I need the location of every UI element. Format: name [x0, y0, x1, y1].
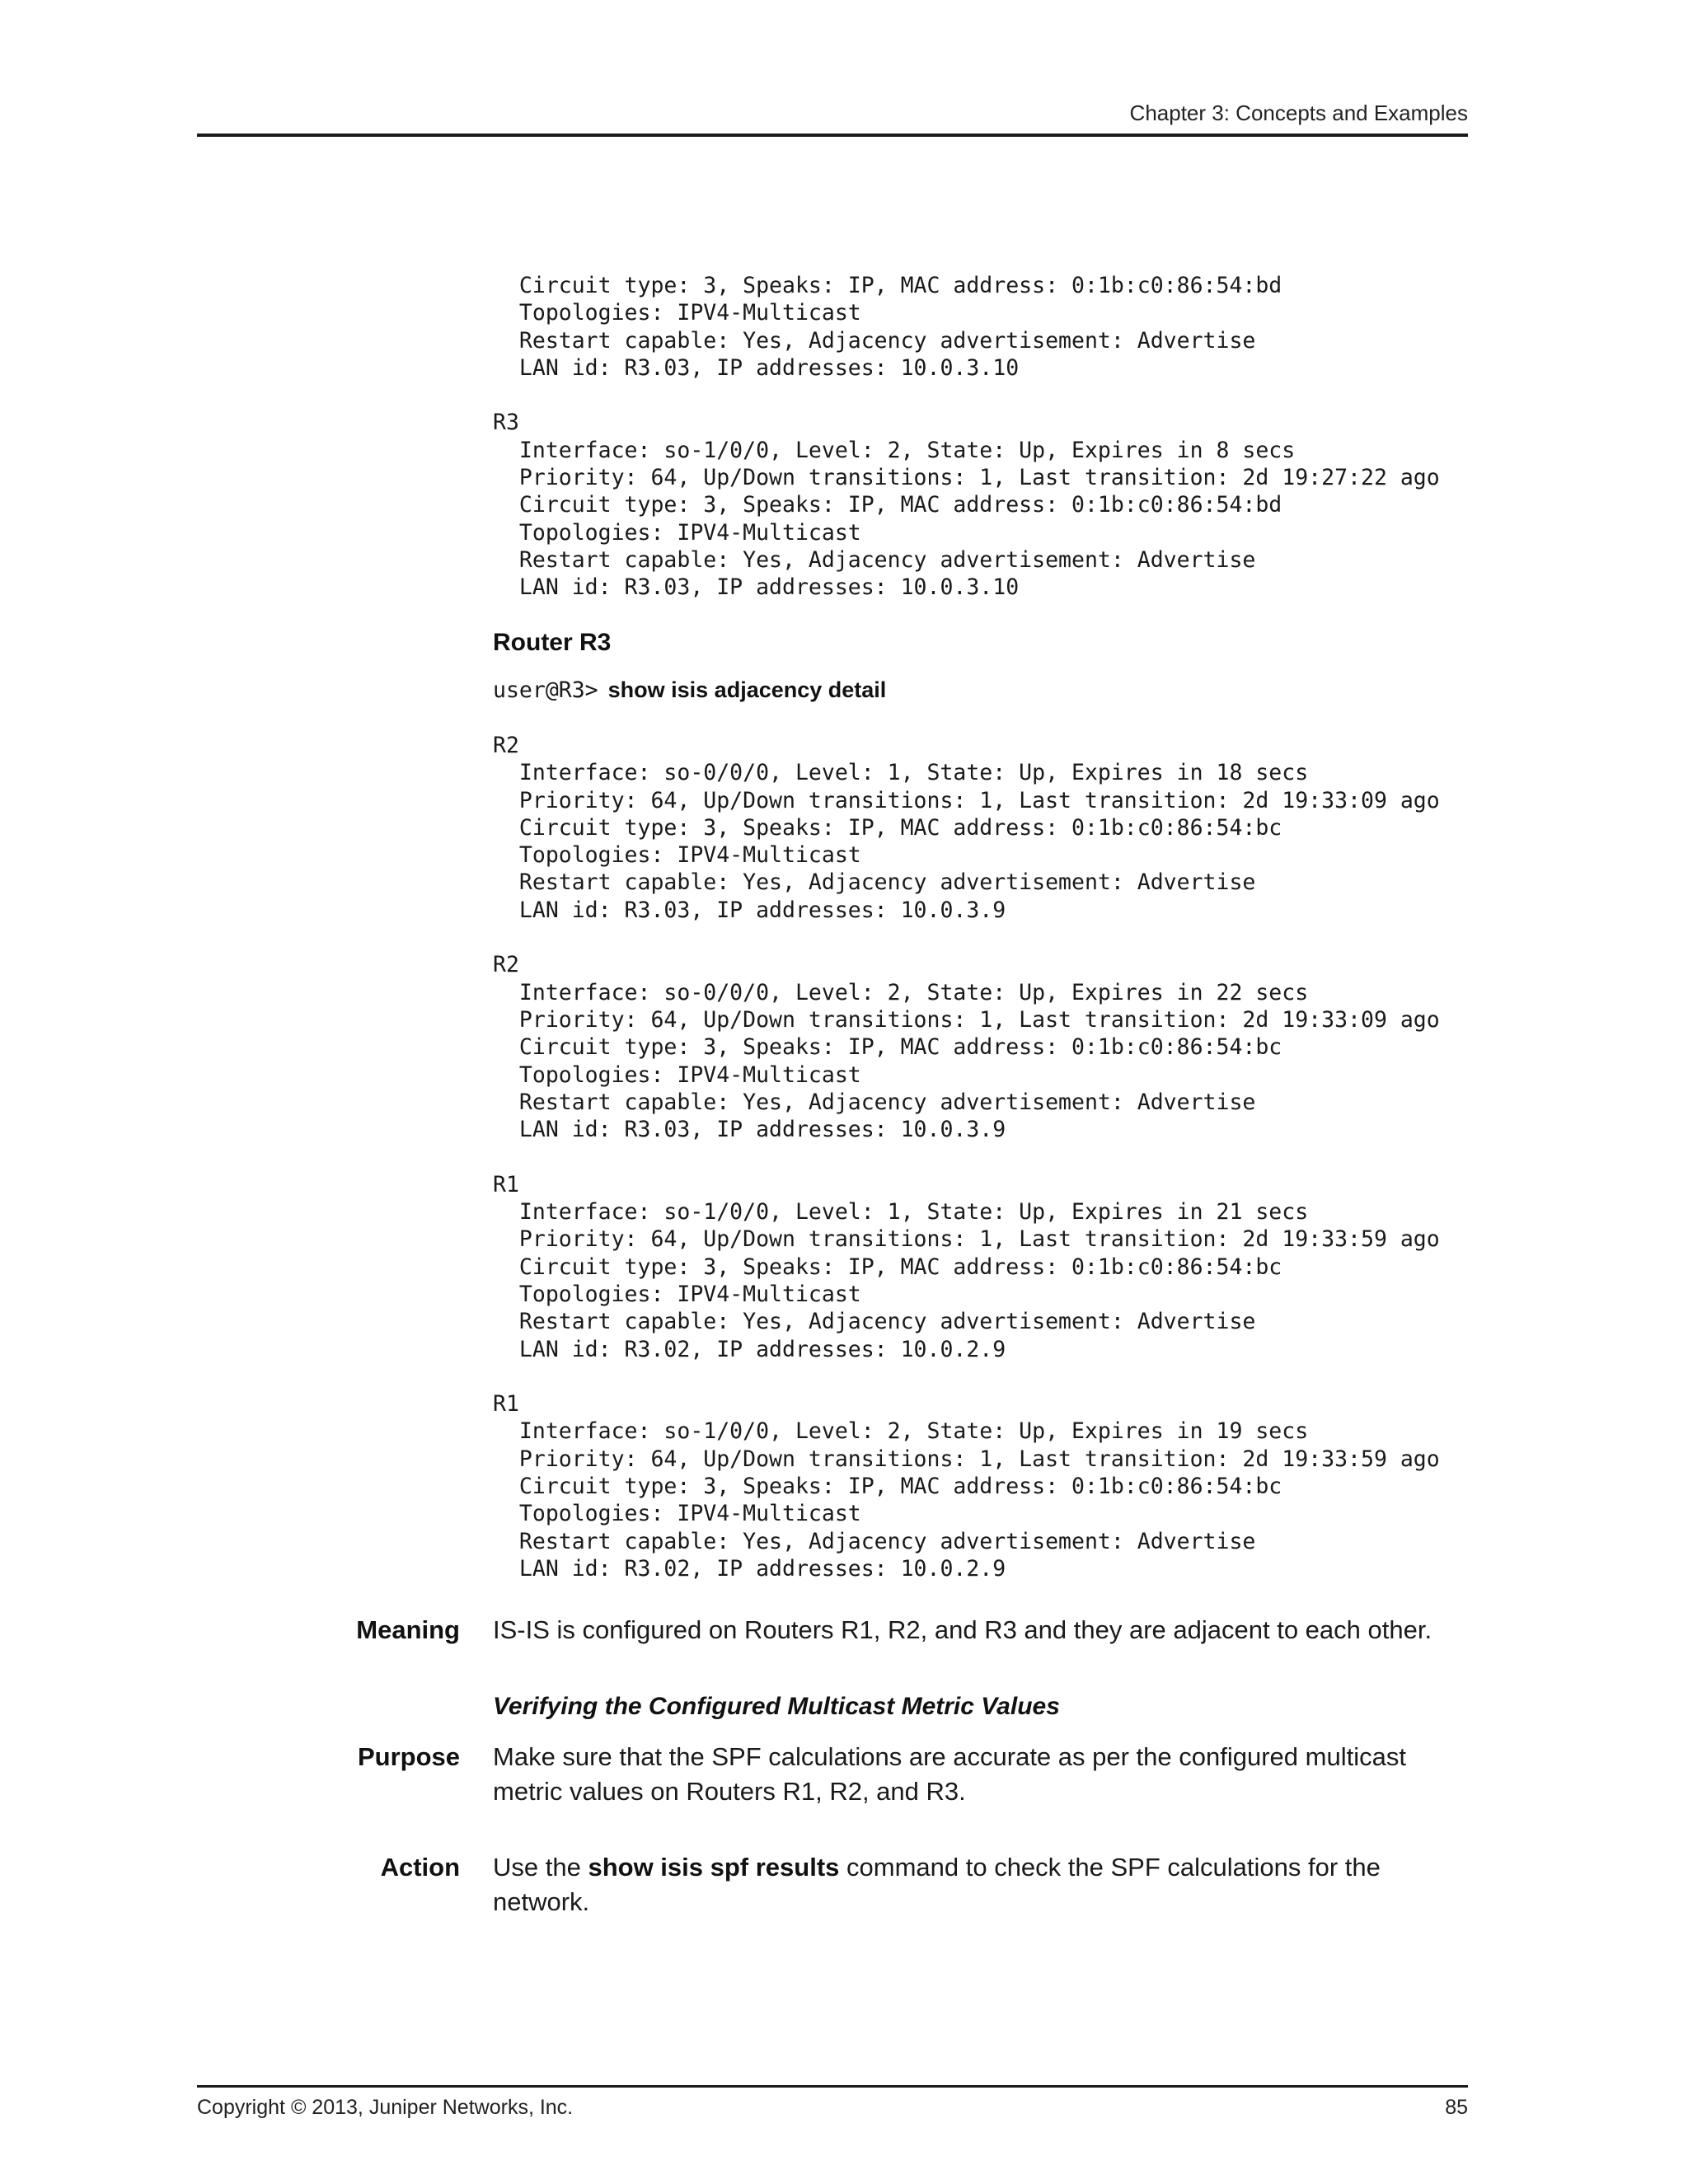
command-line	[493, 677, 886, 703]
command-text: show isis adjacency detail	[607, 677, 887, 702]
copyright: Copyright © 2013, Juniper Networks, Inc.	[197, 2096, 574, 2119]
page-number: 85	[1445, 2096, 1468, 2119]
code-block-bottom: R2 Interface: so-0/0/0, Level: 1, State: Up, Expires in 18 secs Priority: 64, Up/Down transitions: 1, Last transition: 2d 19:33:09 ago Circuit type: 3, Speaks: IP, MAC address: 0:1b:c0:86:54:bc Topologies: IPV4-Multicast Restart capable: Yes, Adjacency advertisement: Advertise LAN id: R3.03, IP addresses: 10.0.3.9 R2 Interface: so-0/0/0, Level: 2, State: Up, Expires in 22 secs Priority: 64, Up/Down transitions: 1, Last transition: 2d 19:33:09 ago Circuit type: 3, Speaks: IP, MAC address: 0:1b:c0:86:54:bc Topologies: IPV4-Multicast Restart capable: Yes, Adjacency advertisement: Advertise LAN id: R3.03, IP addresses: 10.0.3.9 R1 Interface: so-1/0/0, Level: 1, State: Up, Expires in 21 secs Priority: 64, Up/Down transitions: 1, Last transition: 2d 19:33:59 ago Circuit type: 3, Speaks: IP, MAC address: 0:1b:c0:86:54:bc Topologies: IPV4-Multicast Restart capable: Yes, Adjacency advertisement: Advertise LAN id: R3.02, IP addresses: 10.0.2.9 R1 Interface: so-1/0/0, Level: 2, State: Up, Expires in 19 secs Priority: 64, Up/Down transitions: 1, Last transition: 2d 19:33:59 ago Circuit type: 3, Speaks: IP, MAC address: 0:1b:c0:86:54:bc Topologies: IPV4-Multicast Restart capable: Yes, Adjacency advertisement: Advertise LAN id: R3.02, IP addresses: 10.0.2.9	[493, 733, 1440, 1582]
meaning-label: Meaning	[356, 1615, 460, 1644]
action-command: show isis spf results	[588, 1853, 840, 1882]
action-suffix: command to check the SPF calculations for the network.	[493, 1853, 1381, 1916]
code-block-top: Circuit type: 3, Speaks: IP, MAC address: 0:1b:c0:86:54:bd Topologies: IPV4-Multicast Restart capable: Yes, Adjacency advertisement: Advertise LAN id: R3.03, IP addresses: 10.0.3.10 R3 Interface: so-1/0/0, Level: 2, State: Up, Expires in 8 secs Priority: 64, Up/Down transitions: 1, Last transition: 2d 19:27:22 ago Circuit type: 3, Speaks: IP, MAC address: 0:1b:c0:86:54:bd Topologies: IPV4-Multicast Restart capable: Yes, Adjacency advertisement: Advertise LAN id: R3.03, IP addresses: 10.0.3.10	[493, 273, 1440, 601]
purpose-label: Purpose	[357, 1742, 460, 1771]
verify-heading: Verifying the Configured Multicast Metric Values	[493, 1693, 1060, 1720]
chapter-title: Chapter 3: Concepts and Examples	[1129, 101, 1468, 125]
header-rule	[197, 134, 1468, 137]
action-prefix: Use the	[493, 1853, 588, 1882]
command-prompt: user@R3>	[493, 677, 598, 703]
action-text	[493, 1850, 1474, 1919]
action-label: Action	[380, 1853, 460, 1882]
router-heading: Router R3	[493, 629, 612, 656]
footer-rule	[197, 2085, 1468, 2088]
purpose-text: Make sure that the SPF calculations are accurate as per the configured multicast metric values on Routers R1, R2, and R3.	[493, 1742, 1406, 1806]
meaning-text: IS-IS is configured on Routers R1, R2, and R3 and they are adjacent to each other.	[493, 1615, 1432, 1644]
